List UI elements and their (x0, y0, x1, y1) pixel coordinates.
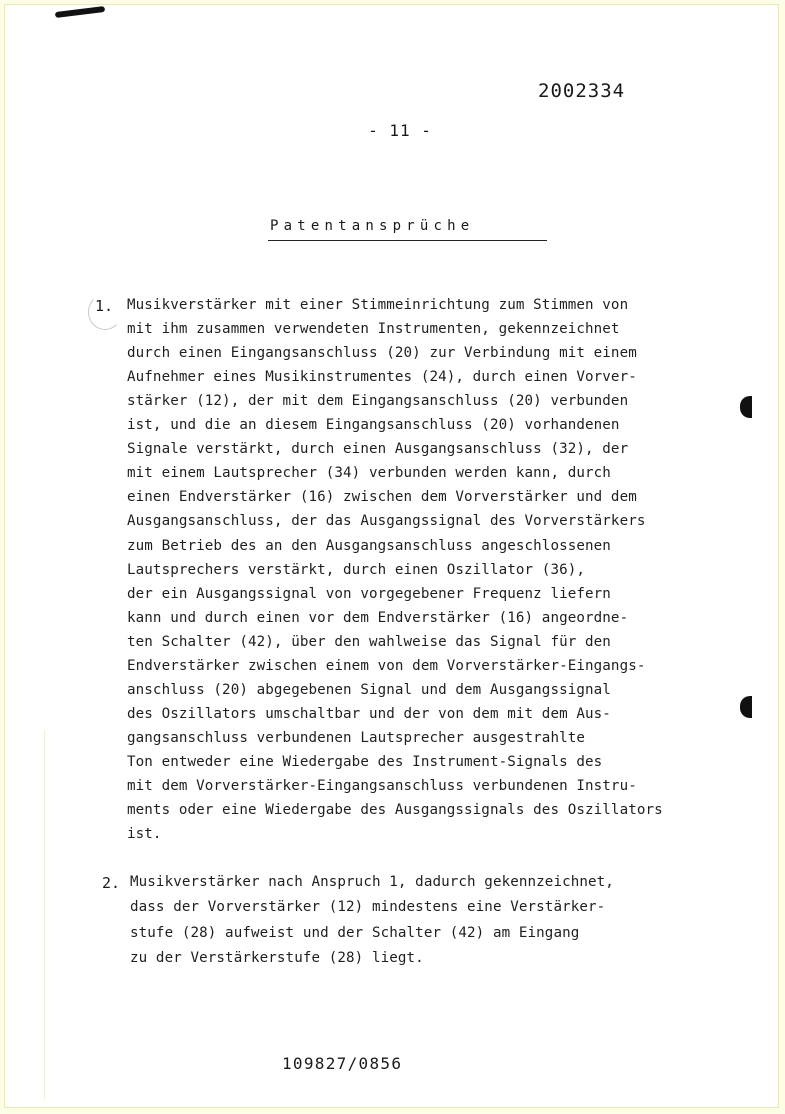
margin-artifact-line (44, 730, 45, 1100)
claim-line: ten Schalter (42), über den wahlweise das Signal für den (127, 633, 611, 650)
claim-line: ist, und die an diesem Eingangsanschluss (20) vorhandenen (127, 417, 620, 434)
claim-line: ist. (127, 826, 162, 843)
claim-line: zum Betrieb des an den Ausgangsanschluss angeschlossenen (127, 537, 611, 554)
claim-line: des Oszillators umschaltbar und der von dem mit dem Aus- (127, 705, 611, 722)
claim-line: Musikverstärker mit einer Stimmeinrichtung zum Stimmen von (127, 297, 629, 313)
claim-line: Aufnehmer eines Musikinstrumentes (24), durch einen Vorver- (127, 369, 637, 386)
punch-hole (740, 396, 752, 418)
heading-underline (268, 240, 547, 241)
claim-line: der ein Ausgangssignal von vorgegebener Frequenz liefern (127, 585, 611, 602)
claim-line: Endverstärker zwischen einem von dem Vorverstärker-Eingangs- (127, 657, 646, 674)
document-page (4, 4, 779, 1108)
claim-line: Lautsprechers verstärkt, durch einen Oszillator (36), (127, 561, 586, 578)
claim-line: Signale verstärkt, durch einen Ausgangsanschluss (32), der (127, 441, 629, 458)
claim-line: ments oder eine Wiedergabe des Ausgangssignals des Oszillators (127, 802, 663, 819)
claim-line: mit einem Lautsprecher (34) verbunden werden kann, durch (127, 465, 611, 482)
footer-code: 109827/0856 (282, 1054, 403, 1073)
claim-line: gangsanschluss verbundenen Lautsprecher ausgestrahlte (127, 729, 586, 746)
claim-line: anschluss (20) abgegebenen Signal und dem Ausgangssignal (127, 681, 611, 698)
claim-line: mit ihm zusammen verwendeten Instrumenten, gekennzeichnet (127, 321, 620, 338)
document-number: 2002334 (538, 80, 626, 102)
claim-line: durch einen Eingangsanschluss (20) zur Verbindung mit einem (127, 345, 637, 362)
claim-1-number: 1. (95, 297, 114, 315)
claim-line: Ausgangsanschluss, der das Ausgangssignal des Vorverstärkers (127, 513, 646, 530)
claim-line: dass der Vorverstärker (12) mindestens eine Verstärker- (130, 899, 606, 916)
claim-line: Musikverstärker nach Anspruch 1, dadurch gekennzeichnet, (130, 874, 614, 890)
claim-line: mit dem Vorverstärker-Eingangsanschluss verbundenen Instru- (127, 778, 637, 794)
claim-2-number: 2. (102, 874, 121, 892)
claim-line: kann und durch einen vor dem Endverstärker (16) angeordne- (127, 609, 629, 626)
section-heading: Patentansprüche (270, 218, 475, 234)
claim-line: zu der Verstärkerstufe (28) liegt. (130, 949, 424, 966)
punch-hole (740, 696, 752, 718)
claim-line: Ton entweder eine Wiedergabe des Instrument-Signals des (127, 753, 603, 770)
claim-line: stärker (12), der mit dem Eingangsanschluss (20) verbunden (127, 393, 629, 410)
page-number: - 11 - (368, 121, 432, 140)
claim-line: stufe (28) aufweist und der Schalter (42) am Eingang (130, 924, 580, 941)
claim-line: einen Endverstärker (16) zwischen dem Vorverstärker und dem (127, 489, 637, 506)
